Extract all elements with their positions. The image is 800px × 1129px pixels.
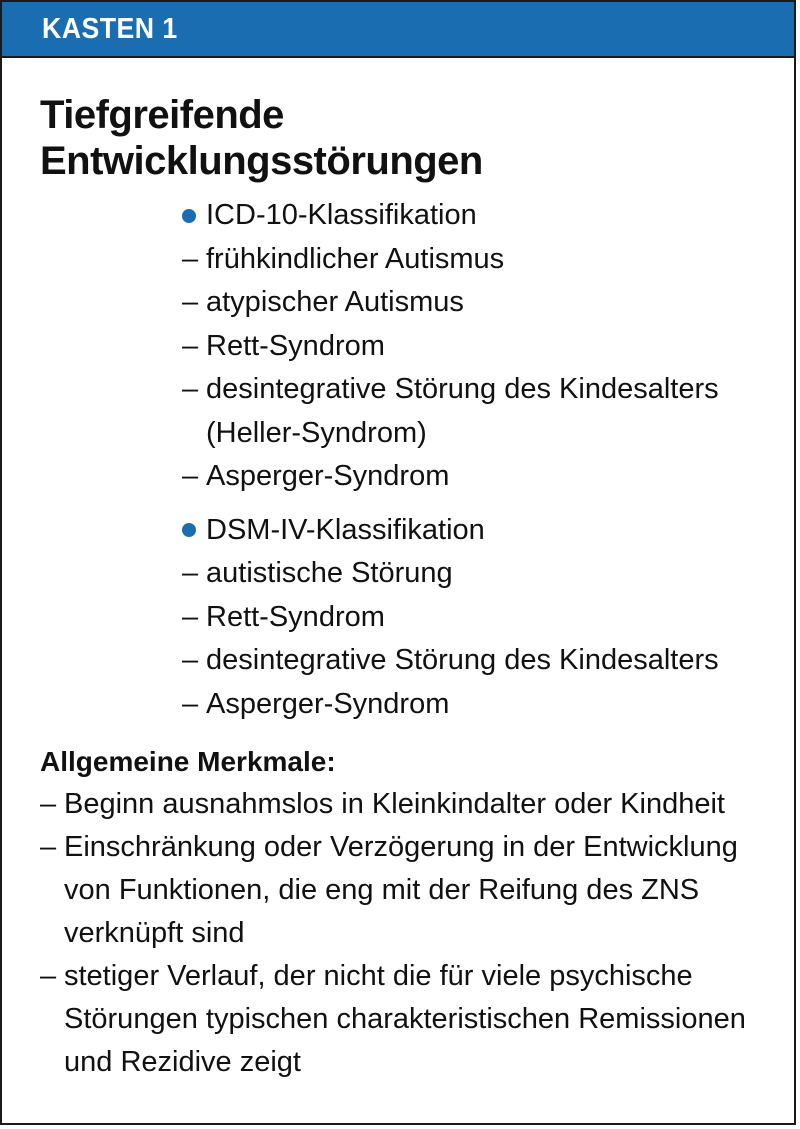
dsm-heading-row — [182, 509, 794, 553]
list-item — [182, 683, 794, 727]
dash-glyph: – — [40, 960, 57, 992]
general-features — [40, 740, 754, 1084]
dsm-classification — [182, 509, 794, 727]
blue-dot-icon — [182, 209, 196, 223]
list-item — [182, 552, 794, 596]
title-line-1: Tiefgreifende — [40, 93, 284, 137]
box-label: KASTEN 1 — [42, 12, 178, 45]
icd-heading: ICD-10-Klassifikation — [206, 199, 477, 231]
dash-glyph: – — [182, 687, 199, 720]
list-item — [182, 238, 794, 282]
list-item-text: frühkindlicher Autismus — [206, 242, 505, 275]
feature-text: Beginn ausnahmslos in Kleinkindalter oder Kindheit — [64, 788, 725, 820]
list-item — [182, 281, 794, 325]
list-item-text: desintegrative Störung des Kindesalters (Heller-Syndrom) — [206, 373, 719, 449]
list-item-text: Asperger-Syndrom — [206, 687, 450, 720]
features-heading: Allgemeine Merkmale: — [40, 746, 336, 777]
list-item — [182, 639, 794, 683]
feature-text: Einschränkung oder Verzögerung in der Entwicklung von Funktionen, die eng mit der Reifung des ZNS verknüpft sind — [64, 831, 738, 949]
list-item-text: desintegrative Störung des Kindesalters — [206, 644, 719, 676]
feature-text: stetiger Verlauf, der nicht die für viele psychische Störungen typischen charakteristischen Remissionen und Rezidive zeigt — [64, 960, 746, 1078]
list-item — [182, 325, 794, 369]
dash-glyph: – — [182, 373, 199, 405]
list-item-text: Rett-Syndrom — [206, 329, 385, 362]
dash-glyph: – — [182, 242, 199, 275]
blue-dot-icon — [182, 523, 196, 537]
feature-item — [40, 783, 754, 826]
dash-glyph: – — [40, 788, 57, 820]
list-item-text: Rett-Syndrom — [206, 600, 385, 633]
icd-classification — [182, 194, 794, 499]
box-header — [2, 2, 794, 58]
dash-glyph: – — [182, 286, 199, 318]
dsm-heading: DSM-IV-Klassifikation — [206, 513, 485, 546]
list-item-text: atypischer Autismus — [206, 286, 464, 318]
list-item — [182, 596, 794, 640]
icd-heading-row — [182, 194, 794, 238]
list-item — [182, 368, 794, 455]
list-item-text: Asperger-Syndrom — [206, 460, 450, 492]
list-item — [182, 455, 794, 499]
dash-glyph: – — [182, 600, 199, 633]
dash-glyph: – — [182, 557, 199, 589]
dash-glyph: – — [40, 831, 57, 863]
list-item-text: autistische Störung — [206, 557, 453, 589]
title-line-2: Entwicklungsstörungen — [40, 139, 483, 183]
dash-glyph: – — [182, 460, 199, 492]
dash-glyph: – — [182, 329, 199, 362]
feature-item — [40, 826, 754, 955]
dash-glyph: – — [182, 644, 199, 676]
box-title — [40, 92, 794, 184]
feature-item — [40, 955, 754, 1084]
